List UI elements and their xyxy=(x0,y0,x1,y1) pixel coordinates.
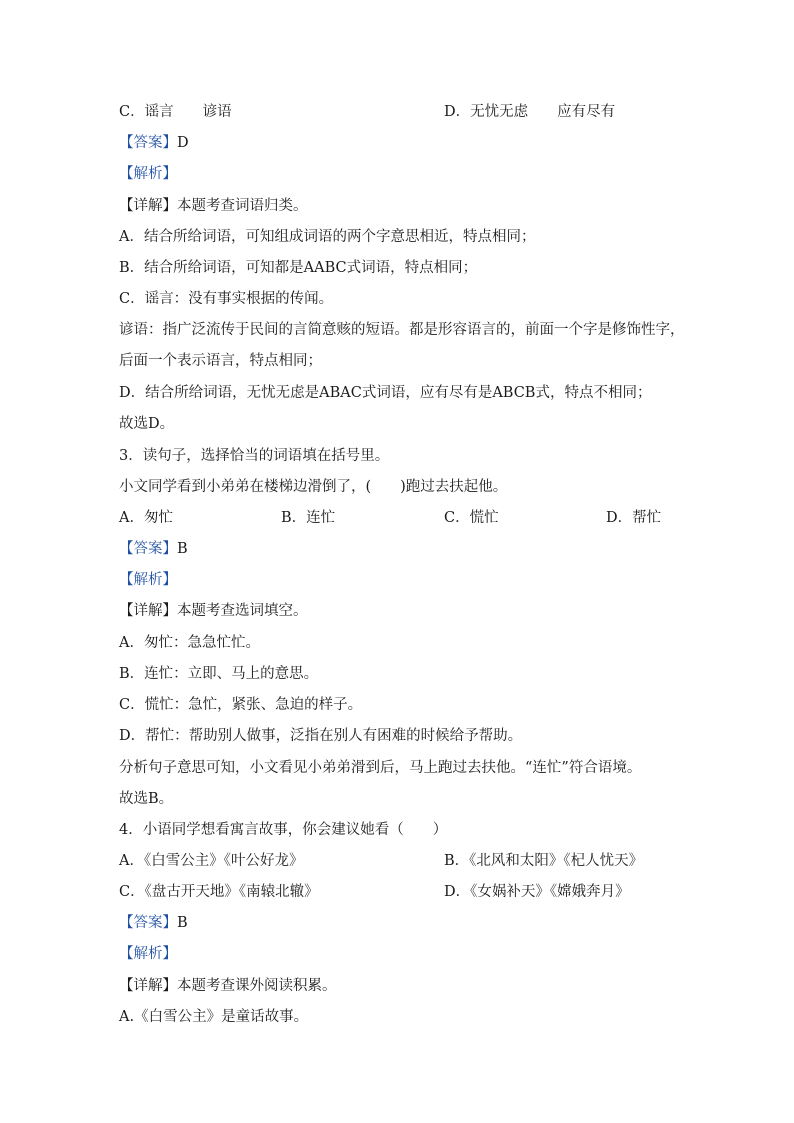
answer-value: D xyxy=(177,135,189,151)
detail-text: 本题考查词语归类。 xyxy=(177,198,308,214)
answer-tag: 【答案】 xyxy=(119,135,177,151)
q3-option-d: D．帮忙 xyxy=(606,510,662,526)
q3-line: 分析句子意思可知，小文看见小弟弟滑到后，马上跑过去扶他。“连忙”符合语境。 xyxy=(119,760,642,776)
q4-question: 4．小语同学想看寓言故事，你会建议她看（ ） xyxy=(119,822,448,838)
q4-option-d: D．《女娲补天》《嫦娥奔月》 xyxy=(444,884,630,900)
q3-option-b: B．连忙 xyxy=(281,510,336,526)
q2-line: 后面一个表示语言，特点相同； xyxy=(119,353,322,369)
q2-line: B．结合所给词语，可知都是AABC式词语，特点相同； xyxy=(119,260,478,276)
detail-tag: 【详解】 xyxy=(119,978,177,994)
q3-line: C．慌忙：急忙，紧张、急迫的样子。 xyxy=(119,697,363,713)
q3-line: B．连忙：立即、马上的意思。 xyxy=(119,666,319,682)
q2-line: 谚语：指广泛流传于民间的言简意赅的短语。都是形容语言的，前面一个字是修饰性字， xyxy=(119,322,685,338)
q3-option-a: A．匆忙 xyxy=(119,510,173,526)
q4-option-a: A．《白雪公主》《叶公好龙》 xyxy=(119,853,304,869)
q4-detail xyxy=(119,976,337,996)
q4-option-c: C．《盘古开天地》《南辕北辙》 xyxy=(119,884,319,900)
answer-tag: 【答案】 xyxy=(119,915,177,931)
q2-line: 故选D。 xyxy=(119,416,175,432)
q4-option-b: B．《北风和太阳》《杞人忧天》 xyxy=(444,853,644,869)
answer-value: B xyxy=(177,541,188,557)
q2-detail xyxy=(119,196,308,216)
q2-analysis-tag: 【解析】 xyxy=(119,166,177,182)
q2-option-c: C．谣言 谚语 xyxy=(119,104,232,120)
q3-line: 故选B。 xyxy=(119,791,174,807)
detail-tag: 【详解】 xyxy=(119,603,177,619)
q2-option-d: D．无忧无虑 应有尽有 xyxy=(444,104,616,120)
q2-line: A．结合所给词语，可知组成词语的两个字意思相近，特点相同； xyxy=(119,229,536,245)
detail-text: 本题考查选词填空。 xyxy=(177,603,308,619)
q3-option-c: C．慌忙 xyxy=(444,510,499,526)
answer-value: B xyxy=(177,915,188,931)
answer-tag: 【答案】 xyxy=(119,541,177,557)
q2-answer xyxy=(119,133,189,153)
q3-analysis-tag: 【解析】 xyxy=(119,572,177,588)
q3-sentence: 小文同学看到小弟弟在楼梯边滑倒了，( )跑过去扶起他。 xyxy=(119,479,508,495)
q3-line: D．帮忙：帮助别人做事，泛指在别人有困难的时候给予帮助。 xyxy=(119,728,523,744)
q4-analysis-tag: 【解析】 xyxy=(119,946,177,962)
q3-answer xyxy=(119,539,188,559)
q2-line: C．谣言：没有事实根据的传闻。 xyxy=(119,291,334,307)
q4-line: A.《白雪公主》是童话故事。 xyxy=(119,1009,309,1025)
q3-line: A．匆忙：急急忙忙。 xyxy=(119,635,260,651)
detail-text: 本题考查课外阅读积累。 xyxy=(177,978,337,994)
detail-tag: 【详解】 xyxy=(119,198,177,214)
q2-line: D．结合所给词语，无忧无虑是ABAC式词语，应有尽有是ABCB式，特点不相同； xyxy=(119,385,652,401)
q3-question: 3．读句子，选择恰当的词语填在括号里。 xyxy=(119,448,390,464)
q4-answer xyxy=(119,913,188,933)
q3-detail xyxy=(119,601,308,621)
